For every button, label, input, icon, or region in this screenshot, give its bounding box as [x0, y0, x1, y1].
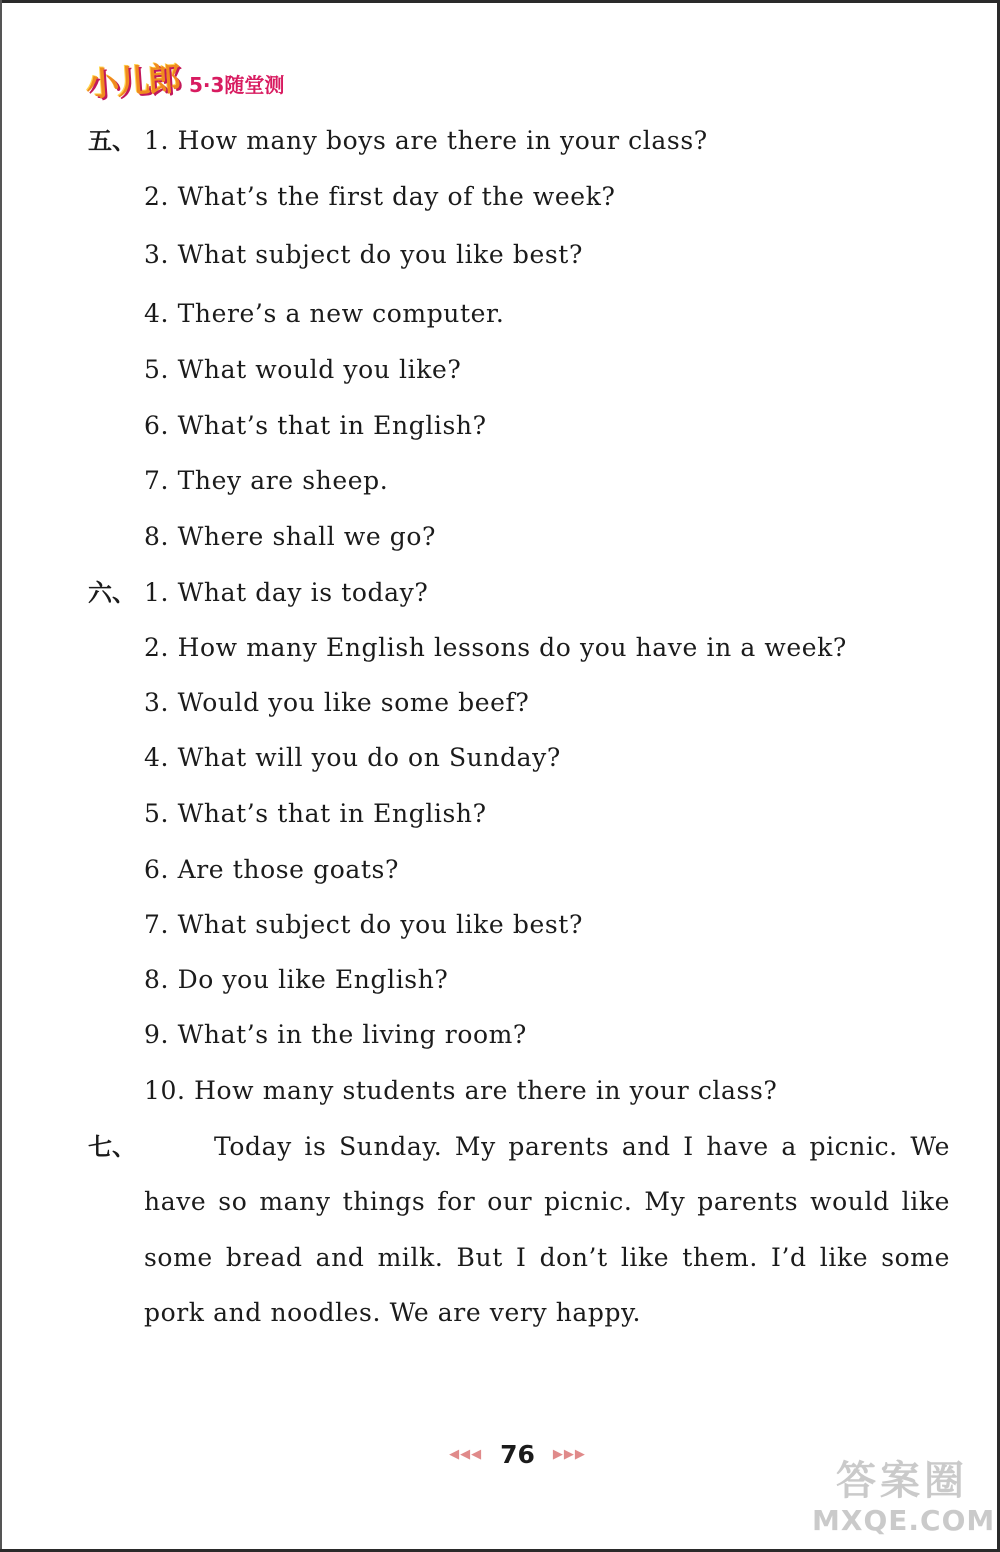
section-6-item: 2. How many English lessons do you have in a week? — [144, 633, 847, 662]
section-5-item: 2. What’s the first day of the week? — [144, 182, 616, 211]
section-6-item: 6. Are those goats? — [144, 855, 399, 884]
section-5-item: 6. What’s that in English? — [144, 411, 487, 440]
watermark-url: MXQE.COM — [812, 1504, 996, 1537]
paragraph-line: have so many things for our picnic. My parents would like — [144, 1187, 950, 1216]
section-6-item: 10. How many students are there in your class? — [144, 1076, 778, 1105]
section-6-item: 5. What’s that in English? — [144, 799, 487, 828]
section-5-item: 5. What would you like? — [144, 355, 462, 384]
section-6-item: 3. Would you like some beef? — [144, 688, 530, 717]
section-5-item: 4. There’s a new computer. — [144, 299, 505, 328]
paragraph-line: pork and noodles. We are very happy. — [144, 1298, 642, 1327]
brand-logo-text: 小儿郎 — [84, 58, 181, 104]
section-6-label: 六、 — [88, 579, 136, 607]
section-6-item: 1. What day is today? — [144, 578, 429, 607]
section-7-label: 七、 — [88, 1133, 136, 1161]
right-arrows-icon: ▶▶▶ — [552, 1446, 586, 1462]
section-5-item: 8. Where shall we go? — [144, 522, 437, 551]
section-5-item: 3. What subject do you like best? — [144, 240, 583, 269]
page-edge-top — [0, 0, 1000, 3]
section-6-item: 9. What’s in the living room? — [144, 1020, 527, 1049]
paragraph-line: Today is Sunday. My parents and I have a picnic. We — [214, 1132, 950, 1161]
header-logo — [86, 56, 284, 102]
series-title: 5·3随堂测 — [189, 72, 285, 97]
left-arrows-icon: ◀◀◀ — [449, 1446, 483, 1462]
page-number: 76 — [500, 1439, 535, 1469]
section-5-item: 1. How many boys are there in your class? — [144, 126, 708, 155]
section-5-label: 五、 — [88, 127, 136, 155]
section-6-item: 7. What subject do you like best? — [144, 910, 583, 939]
watermark-logo-text: 答案圈 — [836, 1458, 968, 1504]
paragraph-line: some bread and milk. But I don’t like them. I’d like some — [144, 1243, 950, 1272]
section-6-item: 8. Do you like English? — [144, 965, 449, 994]
watermark — [812, 1458, 996, 1546]
page-footer — [430, 1438, 605, 1470]
section-5-item: 7. They are sheep. — [144, 466, 389, 495]
page-edge-left — [0, 0, 2, 1552]
section-6-item: 4. What will you do on Sunday? — [144, 743, 561, 772]
